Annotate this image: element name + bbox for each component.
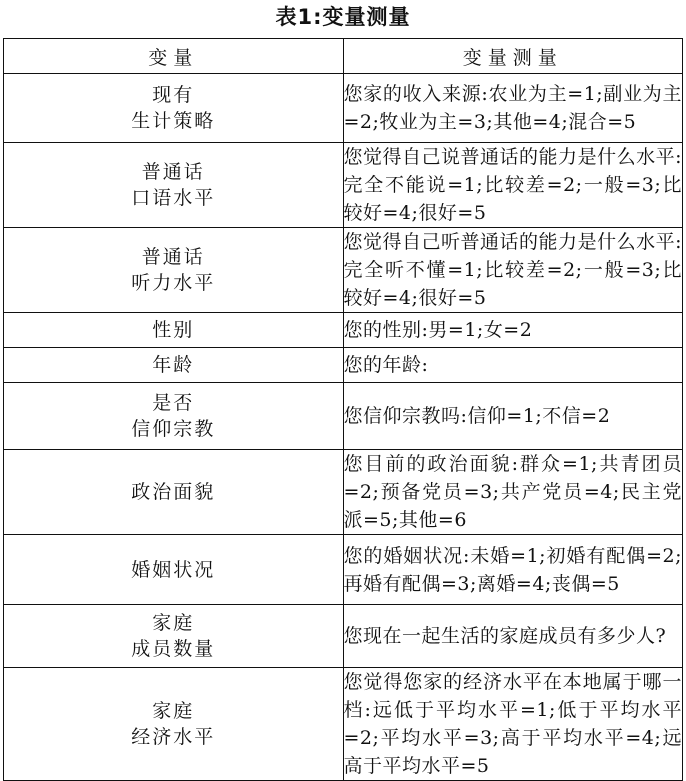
table-row (4, 228, 683, 313)
variable-measurement: 您信仰宗教吗:信仰=1;不信=2 (343, 383, 683, 450)
variable-measurement: 您的年龄: (343, 348, 683, 383)
table-row (4, 605, 683, 668)
variable-measurement: 您现在一起生活的家庭成员有多少人? (343, 605, 683, 668)
variable-name: 现有 生计策略 (4, 74, 344, 143)
variable-name: 普通话 听力水平 (4, 228, 344, 313)
variable-name: 婚姻状况 (4, 535, 344, 605)
header-row (4, 39, 683, 74)
variable-name: 政治面貌 (4, 450, 344, 535)
variable-measurement: 您的婚姻状况:未婚=1;初婚有配偶=2;再婚有配偶=3;离婚=4;丧偶=5 (343, 535, 683, 605)
table-title: 表1:变量测量 (275, 5, 411, 29)
variable-measurement: 您觉得自己听普通话的能力是什么水平:完全听不懂=1;比较差=2;一般=3;比较好=4;很好=5 (343, 228, 683, 313)
header-variable: 变量 (4, 39, 344, 74)
variable-name: 性别 (4, 313, 344, 348)
variable-name: 普通话 口语水平 (4, 143, 344, 228)
variable-name: 是否 信仰宗教 (4, 383, 344, 450)
variable-measurement: 您的性别:男=1;女=2 (343, 313, 683, 348)
header-measurement: 变量测量 (343, 39, 683, 74)
variable-measurement: 您觉得自己说普通话的能力是什么水平:完全不能说=1;比较差=2;一般=3;比较好=4;很好=5 (343, 143, 683, 228)
table-row (4, 535, 683, 605)
variable-measurement: 您觉得您家的经济水平在本地属于哪一档:远低于平均水平=1;低于平均水平=2;平均水平=3;高于平均水平=4;远高于平均水平=5 (343, 668, 683, 781)
table-row (4, 74, 683, 143)
table-row (4, 383, 683, 450)
table-row (4, 668, 683, 781)
table-row (4, 313, 683, 348)
variable-name: 年龄 (4, 348, 344, 383)
variable-measurement: 您目前的政治面貌:群众=1;共青团员=2;预备党员=3;共产党员=4;民主党派=5;其他=6 (343, 450, 683, 535)
variable-name: 家庭 经济水平 (4, 668, 344, 781)
table-row (4, 143, 683, 228)
table-row (4, 348, 683, 383)
variable-measurement: 您家的收入来源:农业为主=1;副业为主=2;牧业为主=3;其他=4;混合=5 (343, 74, 683, 143)
table-row (4, 450, 683, 535)
variable-name: 家庭 成员数量 (4, 605, 344, 668)
variable-table (3, 38, 683, 781)
